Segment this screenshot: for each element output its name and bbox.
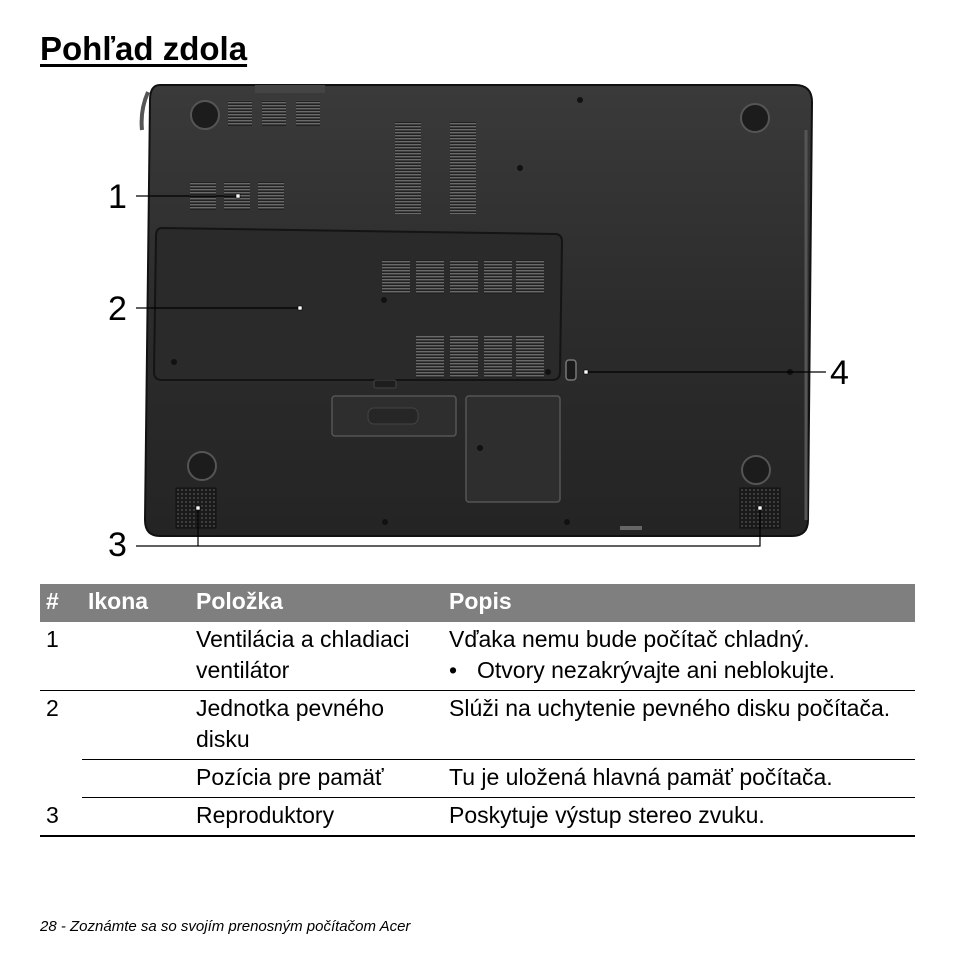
row-icon — [82, 691, 190, 760]
foot-top-left — [191, 101, 219, 129]
table-row — [40, 798, 915, 837]
page-title: Pohľad zdola — [40, 30, 248, 67]
table-row — [40, 622, 915, 691]
row-icon — [82, 622, 190, 691]
foot-bottom-left — [188, 452, 216, 480]
components-table — [40, 584, 915, 837]
header-item: Položka — [190, 584, 443, 622]
row-icon — [82, 798, 190, 837]
foot-top-right — [741, 104, 769, 132]
bullet-item — [449, 655, 909, 686]
callout-2: 2 — [108, 290, 127, 328]
bullet-icon: • — [449, 657, 458, 683]
row-item: Pozícia pre pamäť — [190, 760, 443, 798]
row-description: Poskytuje výstup stereo zvuku. — [443, 798, 915, 837]
row-item: Reproduktory — [190, 798, 443, 837]
row-number: 3 — [40, 798, 82, 837]
callout-3: 3 — [108, 526, 127, 564]
table-row — [40, 760, 915, 798]
row-number: 1 — [40, 622, 82, 691]
row-item: Jednotka pevného disku — [196, 695, 384, 752]
foot-bottom-right — [742, 456, 770, 484]
row-item: Ventilácia a chladiaci ventilátor — [190, 622, 443, 691]
header-icon: Ikona — [82, 584, 190, 622]
table-header-row — [40, 584, 915, 622]
row-icon — [82, 760, 190, 798]
bullet-text: Otvory nezakrývajte ani neblokujte. — [477, 657, 835, 683]
table-row — [40, 691, 915, 760]
row-description: Slúži na uchytenie pevného disku počítača. — [449, 695, 891, 721]
row-description-text: Vďaka nemu bude počítač chladný. — [449, 626, 810, 652]
header-description: Popis — [443, 584, 915, 622]
row-number: 2 — [46, 695, 59, 721]
callout-1: 1 — [108, 178, 127, 216]
row-description — [443, 622, 915, 691]
row-description: Tu je uložená hlavná pamäť počítača. — [443, 760, 915, 798]
callout-4: 4 — [830, 354, 849, 392]
page-footer: 28 - Zoznámte sa so svojím prenosným počítačom Acer — [40, 918, 411, 935]
header-number: # — [40, 584, 82, 622]
latch — [566, 360, 576, 380]
